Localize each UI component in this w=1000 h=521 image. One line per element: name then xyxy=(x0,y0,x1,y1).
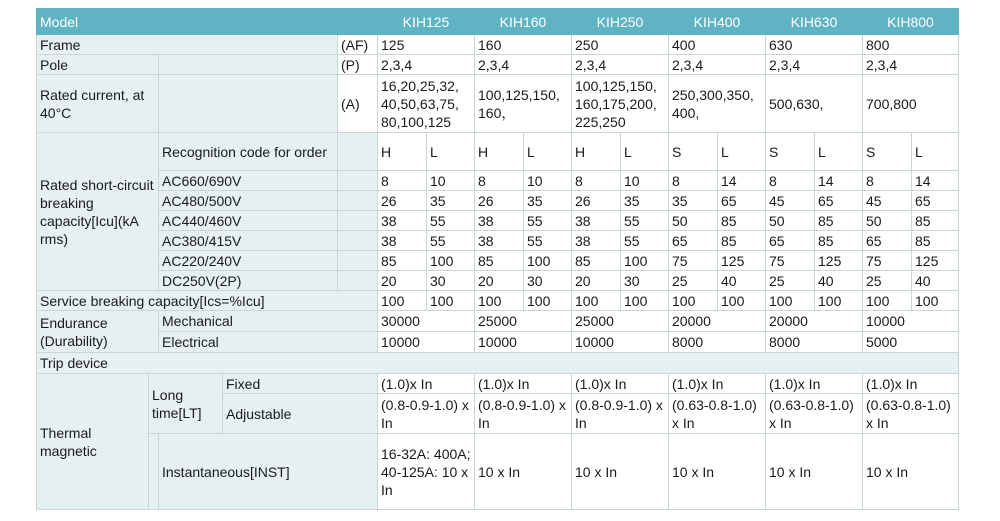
adjustable-value: (0.8-0.9-1.0) x In xyxy=(378,394,475,434)
service-breaking-value: 100 xyxy=(427,291,475,311)
recognition-code: L xyxy=(621,133,669,171)
breaking-value: 85 xyxy=(475,251,524,271)
service-breaking-value: 100 xyxy=(815,291,863,311)
service-breaking-value: 100 xyxy=(524,291,572,311)
breaking-value: 45 xyxy=(863,191,912,211)
recognition-code: S xyxy=(766,133,815,171)
fixed-value: (1.0)x In xyxy=(766,374,863,394)
rated-current-value: 700,800 xyxy=(863,75,959,133)
mechanical-value: 25000 xyxy=(475,311,572,332)
recognition-code: L xyxy=(815,133,863,171)
pole-value: 2,3,4 xyxy=(572,55,669,75)
breaking-value: 85 xyxy=(378,251,427,271)
breaking-value: 65 xyxy=(815,191,863,211)
rated-current-row xyxy=(37,75,959,133)
breaking-value: 55 xyxy=(427,231,475,251)
instantaneous-value: 10 x In xyxy=(669,434,766,510)
breaking-row-dc250 xyxy=(37,271,959,291)
mechanical-value: 25000 xyxy=(572,311,669,332)
service-breaking-value: 100 xyxy=(378,291,427,311)
mechanical-value: 20000 xyxy=(669,311,766,332)
breaking-value: 26 xyxy=(475,191,524,211)
thermal-instantaneous-row xyxy=(37,434,959,510)
thermal-fixed-row xyxy=(37,374,959,394)
breaking-value: 30 xyxy=(621,271,669,291)
spec-table xyxy=(36,8,959,510)
voltage-unit-cell xyxy=(338,251,378,271)
breaking-value: 100 xyxy=(427,251,475,271)
breaking-row-ac660 xyxy=(37,171,959,191)
recognition-code: H xyxy=(572,133,621,171)
breaking-value: 125 xyxy=(718,251,766,271)
breaking-value: 25 xyxy=(669,271,718,291)
breaking-value: 55 xyxy=(524,211,572,231)
thermal-magnetic-label: Thermal magnetic xyxy=(37,374,149,510)
voltage-label: AC660/690V xyxy=(159,171,338,191)
breaking-value: 75 xyxy=(863,251,912,271)
breaking-value: 45 xyxy=(766,191,815,211)
trip-device-row xyxy=(37,353,959,374)
rated-current-value: 500,630, xyxy=(766,75,863,133)
service-breaking-value: 100 xyxy=(621,291,669,311)
breaking-row-ac220 xyxy=(37,251,959,271)
instantaneous-label: Instantaneous[INST] xyxy=(159,434,378,510)
breaking-value: 25 xyxy=(863,271,912,291)
breaking-value: 30 xyxy=(427,271,475,291)
breaking-value: 65 xyxy=(669,231,718,251)
frame-value: 800 xyxy=(863,35,959,55)
recognition-code: H xyxy=(378,133,427,171)
electrical-value: 8000 xyxy=(669,332,766,353)
breaking-value: 25 xyxy=(766,271,815,291)
breaking-row-ac480 xyxy=(37,191,959,211)
pole-value: 2,3,4 xyxy=(475,55,572,75)
breaking-value: 8 xyxy=(863,171,912,191)
breaking-value: 8 xyxy=(669,171,718,191)
breaking-value: 38 xyxy=(475,231,524,251)
breaking-value: 40 xyxy=(718,271,766,291)
breaking-value: 8 xyxy=(766,171,815,191)
breaking-value: 65 xyxy=(766,231,815,251)
breaking-value: 10 xyxy=(621,171,669,191)
breaking-value: 50 xyxy=(863,211,912,231)
instantaneous-value: 16-32A: 400A; 40-125A: 10 x In xyxy=(378,434,475,510)
fixed-value: (1.0)x In xyxy=(669,374,766,394)
voltage-unit-cell xyxy=(338,231,378,251)
breaking-value: 85 xyxy=(718,211,766,231)
breaking-value: 20 xyxy=(572,271,621,291)
breaking-value: 38 xyxy=(572,231,621,251)
rated-current-value: 250,300,350, 400, xyxy=(669,75,766,133)
breaking-value: 10 xyxy=(427,171,475,191)
adjustable-value: (0.8-0.9-1.0) x In xyxy=(475,394,572,434)
breaking-value: 40 xyxy=(912,271,959,291)
breaking-row-ac440 xyxy=(37,211,959,231)
adjustable-value: (0.63-0.8-1.0) x In xyxy=(863,394,959,434)
service-breaking-row xyxy=(37,291,959,311)
model-header: Model xyxy=(37,9,378,35)
fixed-value: (1.0)x In xyxy=(475,374,572,394)
breaking-value: 65 xyxy=(912,191,959,211)
breaking-value: 55 xyxy=(621,211,669,231)
endurance-electrical-row xyxy=(37,332,959,353)
adjustable-value: (0.63-0.8-1.0) x In xyxy=(669,394,766,434)
mechanical-label: Mechanical xyxy=(159,311,378,332)
breaking-value: 125 xyxy=(912,251,959,271)
long-time-label: Long time[LT] xyxy=(149,374,223,434)
fixed-value: (1.0)x In xyxy=(378,374,475,394)
frame-unit: (AF) xyxy=(338,35,378,55)
rated-current-unit: (A) xyxy=(338,75,378,133)
rated-current-value: 100,125,150, 160， xyxy=(475,75,572,133)
pole-unit: (P) xyxy=(338,55,378,75)
model-header-kih630: KIH630 xyxy=(766,9,863,35)
breaking-value: 14 xyxy=(912,171,959,191)
rated-current-blank-cell xyxy=(159,75,338,133)
breaking-value: 100 xyxy=(524,251,572,271)
breaking-value: 38 xyxy=(475,211,524,231)
breaking-value: 65 xyxy=(863,231,912,251)
pole-row xyxy=(37,55,959,75)
instantaneous-value: 10 x In xyxy=(475,434,572,510)
recognition-code: L xyxy=(524,133,572,171)
electrical-value: 10000 xyxy=(378,332,475,353)
breaking-value: 75 xyxy=(766,251,815,271)
breaking-capacity-label: Rated short-circuit breaking capacity[Icu](kA rms) xyxy=(37,133,159,291)
frame-row xyxy=(37,35,959,55)
breaking-value: 35 xyxy=(669,191,718,211)
breaking-value: 55 xyxy=(621,231,669,251)
breaking-value: 100 xyxy=(621,251,669,271)
frame-label: Frame xyxy=(37,35,338,55)
breaking-value: 20 xyxy=(475,271,524,291)
breaking-value: 65 xyxy=(718,191,766,211)
header-row xyxy=(37,9,959,35)
rated-current-value: 16,20,25,32, 40,50,63,75, 80,100,125 xyxy=(378,75,475,133)
pole-blank-cell xyxy=(159,55,338,75)
fixed-value: (1.0)x In xyxy=(863,374,959,394)
recognition-code: L xyxy=(912,133,959,171)
electrical-value: 8000 xyxy=(766,332,863,353)
pole-label: Pole xyxy=(37,55,159,75)
service-breaking-value: 100 xyxy=(669,291,718,311)
rated-current-label: Rated current, at 40°C xyxy=(37,75,159,133)
electrical-value: 10000 xyxy=(475,332,572,353)
model-header-kih800: KIH800 xyxy=(863,9,959,35)
electrical-value: 5000 xyxy=(863,332,959,353)
adjustable-value: (0.8-0.9-1.0) x In xyxy=(572,394,669,434)
frame-value: 400 xyxy=(669,35,766,55)
electrical-value: 10000 xyxy=(572,332,669,353)
recognition-code: S xyxy=(863,133,912,171)
voltage-unit-cell xyxy=(338,191,378,211)
recognition-code: S xyxy=(669,133,718,171)
breaking-value: 20 xyxy=(378,271,427,291)
breaking-value: 38 xyxy=(572,211,621,231)
mechanical-value: 30000 xyxy=(378,311,475,332)
breaking-value: 38 xyxy=(378,231,427,251)
breaking-value: 75 xyxy=(669,251,718,271)
breaking-value: 10 xyxy=(524,171,572,191)
service-breaking-value: 100 xyxy=(863,291,912,311)
voltage-label: AC380/415V xyxy=(159,231,338,251)
mechanical-value: 20000 xyxy=(766,311,863,332)
service-breaking-value: 100 xyxy=(766,291,815,311)
recognition-code: H xyxy=(475,133,524,171)
voltage-unit-cell xyxy=(338,171,378,191)
breaking-value: 85 xyxy=(718,231,766,251)
breaking-value: 50 xyxy=(669,211,718,231)
frame-value: 125 xyxy=(378,35,475,55)
breaking-value: 55 xyxy=(427,211,475,231)
breaking-value: 50 xyxy=(766,211,815,231)
adjustable-value: (0.63-0.8-1.0) x In xyxy=(766,394,863,434)
recognition-code-unit-cell xyxy=(338,133,378,171)
breaking-value: 85 xyxy=(912,231,959,251)
fixed-value: (1.0)x In xyxy=(572,374,669,394)
breaking-value: 8 xyxy=(475,171,524,191)
voltage-label: AC440/460V xyxy=(159,211,338,231)
frame-value: 250 xyxy=(572,35,669,55)
breaking-value: 35 xyxy=(427,191,475,211)
mechanical-value: 10000 xyxy=(863,311,959,332)
model-header-kih250: KIH250 xyxy=(572,9,669,35)
service-breaking-value: 100 xyxy=(718,291,766,311)
frame-value: 630 xyxy=(766,35,863,55)
model-header-kih160: KIH160 xyxy=(475,9,572,35)
service-breaking-value: 100 xyxy=(572,291,621,311)
model-header-kih400: KIH400 xyxy=(669,9,766,35)
voltage-label: DC250V(2P) xyxy=(159,271,338,291)
service-breaking-label: Service breaking capacity[Ics=%Icu] xyxy=(37,291,378,311)
pole-value: 2,3,4 xyxy=(669,55,766,75)
model-header-kih125: KIH125 xyxy=(378,9,475,35)
pole-value: 2,3,4 xyxy=(378,55,475,75)
breaking-value: 85 xyxy=(572,251,621,271)
endurance-mechanical-row xyxy=(37,311,959,332)
breaking-value: 26 xyxy=(378,191,427,211)
breaking-value: 8 xyxy=(378,171,427,191)
inst-spacer-cell xyxy=(149,434,159,510)
breaking-value: 14 xyxy=(718,171,766,191)
recognition-code: L xyxy=(427,133,475,171)
service-breaking-value: 100 xyxy=(912,291,959,311)
breaking-value: 85 xyxy=(912,211,959,231)
pole-value: 2,3,4 xyxy=(863,55,959,75)
rated-current-value: 100,125,150, 160,175,200, 225,250 xyxy=(572,75,669,133)
recognition-code-row xyxy=(37,133,959,171)
recognition-code: L xyxy=(718,133,766,171)
instantaneous-value: 10 x In xyxy=(863,434,959,510)
service-breaking-value: 100 xyxy=(475,291,524,311)
breaking-value: 35 xyxy=(524,191,572,211)
breaking-value: 55 xyxy=(524,231,572,251)
instantaneous-value: 10 x In xyxy=(572,434,669,510)
breaking-row-ac380 xyxy=(37,231,959,251)
voltage-label: AC220/240V xyxy=(159,251,338,271)
trip-device-label: Trip device xyxy=(37,353,959,374)
voltage-label: AC480/500V xyxy=(159,191,338,211)
breaking-value: 40 xyxy=(815,271,863,291)
voltage-unit-cell xyxy=(338,271,378,291)
voltage-unit-cell xyxy=(338,211,378,231)
breaking-value: 125 xyxy=(815,251,863,271)
breaking-value: 30 xyxy=(524,271,572,291)
instantaneous-value: 10 x In xyxy=(766,434,863,510)
breaking-value: 38 xyxy=(378,211,427,231)
breaking-value: 35 xyxy=(621,191,669,211)
fixed-label: Fixed xyxy=(223,374,378,394)
electrical-label: Electrical xyxy=(159,332,378,353)
breaking-value: 8 xyxy=(572,171,621,191)
endurance-label: Endurance (Durability) xyxy=(37,311,159,353)
breaking-value: 26 xyxy=(572,191,621,211)
breaking-value: 85 xyxy=(815,211,863,231)
pole-value: 2,3,4 xyxy=(766,55,863,75)
breaking-value: 85 xyxy=(815,231,863,251)
recognition-code-label: Recognition code for order xyxy=(159,133,338,171)
adjustable-label: Adjustable xyxy=(223,394,378,434)
frame-value: 160 xyxy=(475,35,572,55)
breaking-value: 14 xyxy=(815,171,863,191)
